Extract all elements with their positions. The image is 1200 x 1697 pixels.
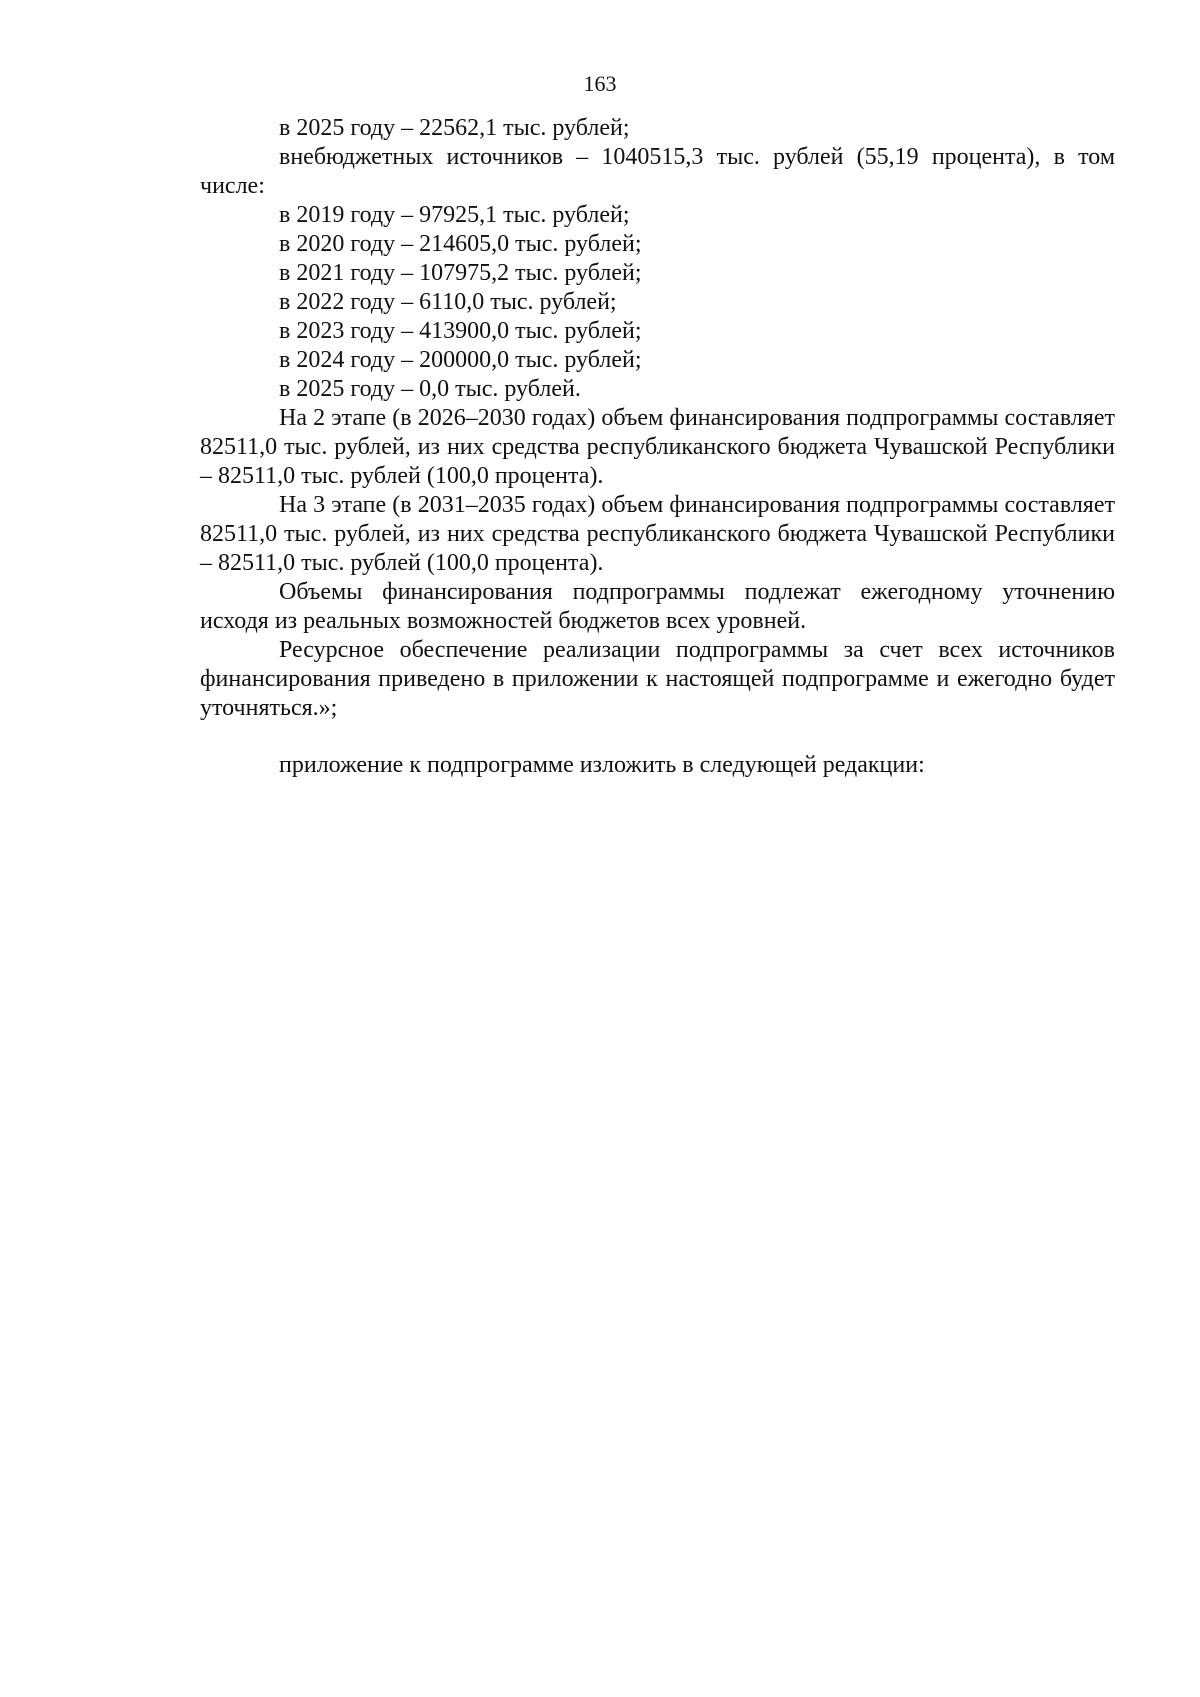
paragraph-stage-3: На 3 этапе (в 2031–2035 годах) объем финансирования подпрограммы составляет 82511,0 тыс. рублей, из них средства республиканского бюджета Чувашской Республики – 82511,0 тыс. рублей (100,0 процента). — [200, 492, 1115, 576]
paragraph-annual-adjustment: Объемы финансирования подпрограммы подлежат ежегодному уточнению исходя из реальных возможностей бюджетов всех уровней. — [200, 579, 1115, 634]
paragraph-extrabudgetary: внебюджетных источников – 1040515,3 тыс. рублей (55,19 процента), в том числе: — [200, 144, 1115, 199]
list-item: в 2025 году – 0,0 тыс. рублей. — [279, 376, 581, 402]
list-item: в 2021 году – 107975,2 тыс. рублей; — [279, 260, 642, 286]
paragraph-2025-budget: в 2025 году – 22562,1 тыс. рублей; — [279, 115, 630, 141]
list-item: в 2024 году – 200000,0 тыс. рублей; — [279, 347, 642, 373]
list-item: в 2022 году – 6110,0 тыс. рублей; — [279, 289, 617, 315]
paragraph-resource-support: Ресурсное обеспечение реализации подпрограммы за счет всех источников финансирования приведено в приложении к настоящей подпрограмме и ежегодно будет уточняться.»; — [200, 637, 1115, 721]
paragraph-appendix-instruction: приложение к подпрограмме изложить в следующей редакции: — [279, 752, 925, 778]
document-body — [200, 114, 1115, 780]
list-item: в 2020 году – 214605,0 тыс. рублей; — [279, 231, 642, 257]
paragraph-stage-2: На 2 этапе (в 2026–2030 годах) объем финансирования подпрограммы составляет 82511,0 тыс. рублей, из них средства республиканского бюджета Чувашской Республики – 82511,0 тыс. рублей (100,0 процента). — [200, 405, 1115, 489]
list-item: в 2019 году – 97925,1 тыс. рублей; — [279, 202, 630, 228]
page-number: 163 — [583, 71, 617, 96]
list-item: в 2023 году – 413900,0 тыс. рублей; — [279, 318, 642, 344]
